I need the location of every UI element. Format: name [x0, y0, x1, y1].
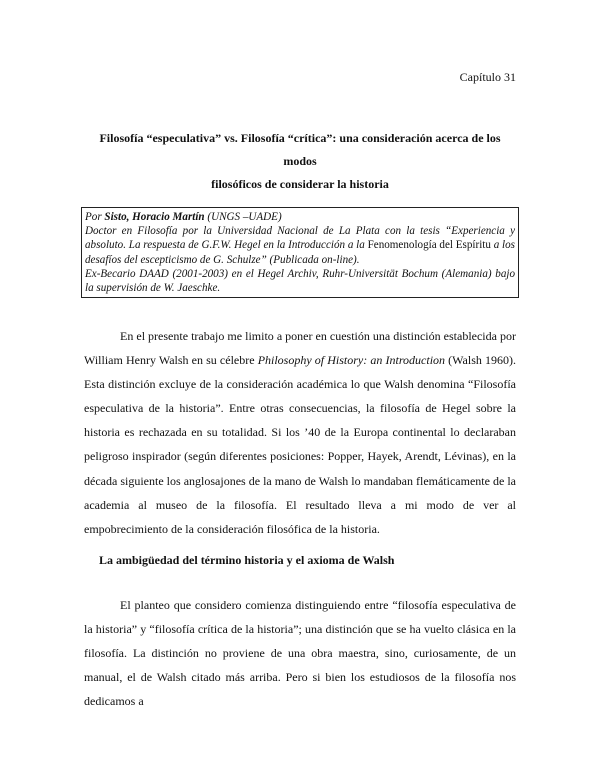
author-fellowship: Ex-Becario DAAD (2001-2003) en el Hegel Archiv, Ruhr-Universität Bochum (Alemania) bajo la supervisión de W. Jaeschke. [85, 267, 515, 295]
author-name: Sisto, Horacio Martín [104, 211, 205, 223]
author-prefix: Por [85, 211, 105, 223]
book-title: Philosophy of History: an Introduction [257, 353, 446, 368]
section-heading: La ambigüedad del término historia y el axioma de Walsh [99, 553, 395, 567]
chapter-label: Capítulo 31 [459, 70, 516, 84]
title-line-2: filosóficos de considerar la historia [211, 177, 389, 191]
paragraph-section: El planteo que considero comienza distinguiendo entre “filosofía especulativa de la historia” y “filosofía crítica de la historia”; una distinción que se ha vuelto clásica en la filosofía. La distinción no proviene de una obra maestra, sino, curiosamente, de un manual, el de Walsh citado más arriba. Pero si bien los estudiosos de la filosofía nos dedicamos a [84, 598, 516, 709]
paper-title [84, 127, 516, 196]
author-doctorate: Doctor en Filosofía por la Universidad Nacional de La Plata con la tesis “Experiencia y absoluto. La respuesta de G.F.W. Hegel en la Introducción a la Fenomenología del Espíritu a los desafíos del escepticismo de G. Schulze” (Publicada on-line). [85, 225, 515, 266]
work-title: Fenomenología del Espíritu [367, 239, 491, 252]
author-line [85, 210, 515, 224]
title-line-1: Filosofía “especulativa” vs. Filosofía “crítica”: una consideración acerca de los modos [99, 131, 501, 168]
paragraph-intro: En el presente trabajo me limito a poner en cuestión una distinción establecida por William Henry Walsh en su célebre Philosophy of History: an Introduction (Walsh 1960). Esta distinción excluye de la consideración académica lo que Walsh denomina “Filosofía especulativa de la historia”. Entre otras consecuencias, la filosofía de Hegel sobre la historia es rechazada en su totalidad. Si los ’40 de la Europa continental lo declaraban peligroso inspirador (según diferentes posiciones: Popper, Hayek, Arendt, Lévinas), en la década siguiente los anglosajones de la mano de Walsh lo mandaban flemáticamente de la academia al museo de la filosofía. El resultado lleva a mi modo de ver al empobrecimiento de la consideración filosófica de la historia. [84, 329, 516, 536]
author-info-box [81, 207, 519, 298]
author-affiliation: (UNGS –UADE) [204, 211, 282, 223]
